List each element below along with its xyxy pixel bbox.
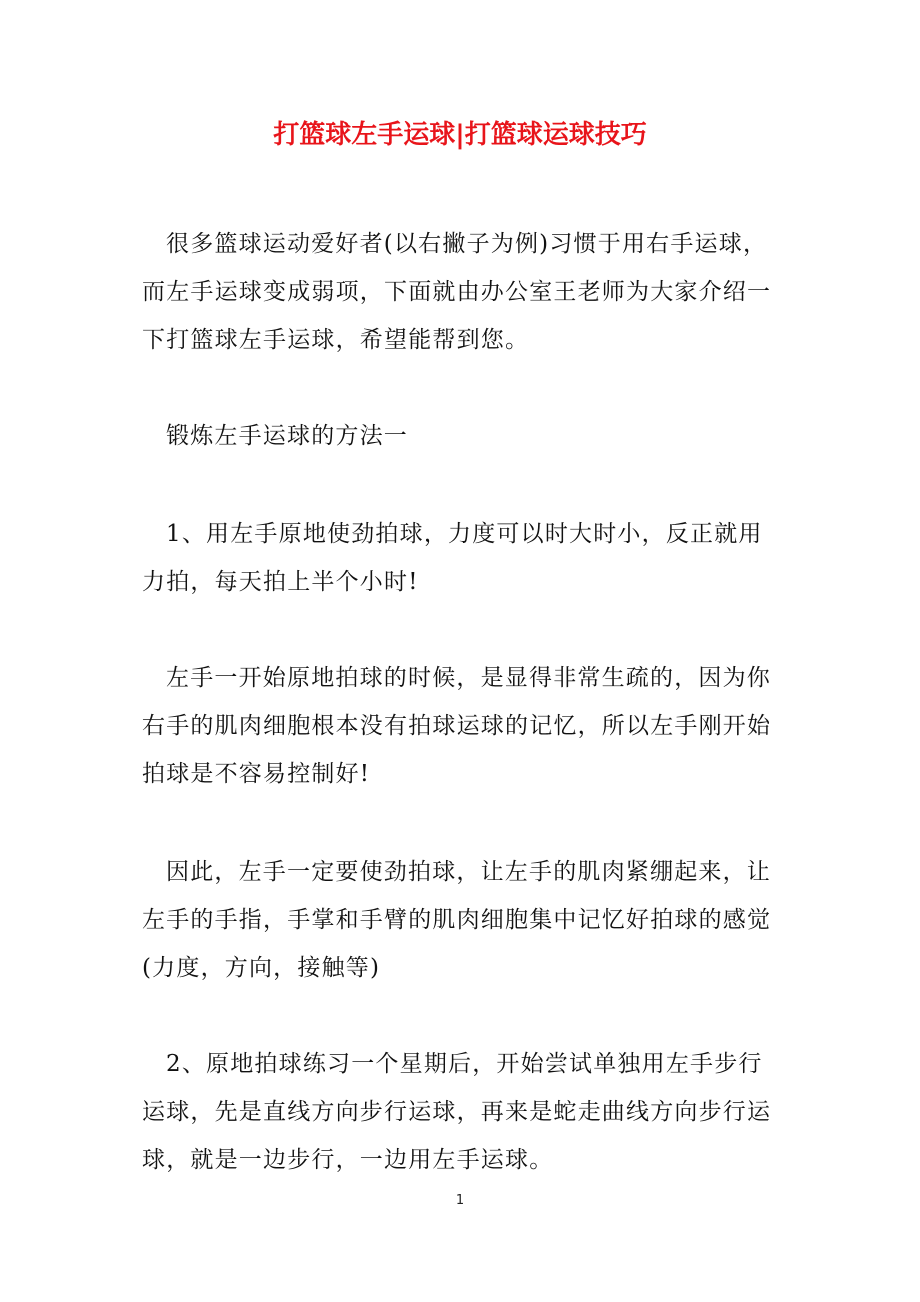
paragraph-intro: 很多篮球运动爱好者(以右撇子为例)习惯于用右手运球，而左手运球变成弱项，下面就由办公室王老师为大家介绍一下打篮球左手运球，希望能帮到您。	[142, 231, 772, 353]
paragraph-explanation: 左手一开始原地拍球的时候，是显得非常生疏的，因为你右手的肌肉细胞根本没有拍球运球的记忆，所以左手刚开始拍球是不容易控制好!	[142, 665, 772, 787]
document-title	[0, 112, 920, 158]
paragraph-therefore: 因此，左手一定要使劲拍球，让左手的肌肉紧绷起来，让左手的手指，手掌和手臂的肌肉细胞集中记忆好拍球的感觉(力度，方向，接触等)	[142, 859, 772, 981]
paragraph-step-1: 1、用左手原地使劲拍球，力度可以时大时小，反正就用力拍，每天拍上半个小时!	[142, 521, 763, 595]
page-number: 1	[455, 1193, 465, 1208]
paragraph-method-heading: 锻炼左手运球的方法一	[166, 423, 408, 449]
document-title-text: 打篮球左手运球|打篮球运球技巧	[273, 120, 647, 150]
paragraph-step-2: 2、原地拍球练习一个星期后，开始尝试单独用左手步行运球，先是直线方向步行运球，再来是蛇走曲线方向步行运球，就是一边步行，一边用左手运球。	[142, 1051, 772, 1173]
